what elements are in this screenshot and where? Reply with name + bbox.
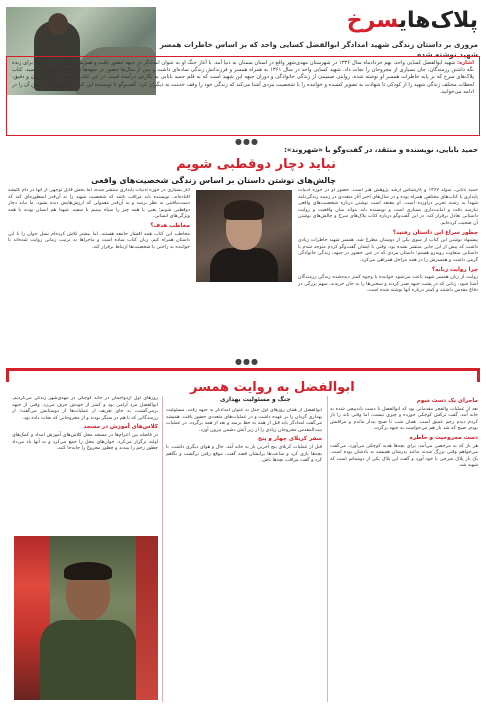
memoir-text-3: ابوالفضل از همان روزهای اول جنگ به عنوان امدادگر به جبهه رفت. مسئولیت بهداری گردان را بر عهده داشت و در عملیات‌های متعددی حضور یافت. همیشه می‌گفت امدادگر باید قبل از همه به خط برسد و بعد از همه برگردد. در عملیات بیت‌المقدس مجروحان زیادی را از زیر آتش دشمن بیرون آورد. xyxy=(166,408,322,433)
interview-question-2: چرا روایت زنانه؟ xyxy=(431,266,478,273)
author-photo-body xyxy=(210,248,278,282)
interview-subtitle: چالش‌های نوشتن داستان بر اساس زندگی شخصیت‌های واقعی xyxy=(91,176,336,185)
interview-title: نباید دچار دوقطبی شویم xyxy=(176,157,336,172)
memoir-heading-4: کلاس‌های آموزش در مسجد xyxy=(83,424,158,431)
section2-top-rule xyxy=(6,368,480,371)
memoir-text-5: روزهای اول ازدواجمان در خانه کوچکی در مهدی‌شهر زندگی می‌کردیم. ابوالفضل مرد آرامی بود و کمتر از خودش حرف می‌زد. وقتی از جبهه برمی‌گشت، به جای تعریف از عملیات‌ها از دوستانش می‌گفت؛ از رزمندگانی که با هم در سنگر بودند و از مجروحانی که نجات داده بود. xyxy=(12,396,158,421)
interview-column-left xyxy=(8,188,190,358)
interview-question-1: چطور سراغ این داستان رفتید؟ xyxy=(392,229,478,236)
section2-corner-left xyxy=(6,368,9,382)
header-photo-head xyxy=(48,13,68,35)
martyr-photo-hair xyxy=(64,562,112,580)
author-photo-hair xyxy=(224,200,264,220)
memoir-text-1: بعد از عملیات والفجر مقدماتی بود که ابوالفضل با دست باندپیچی شده به خانه آمد. گفت ترکش کوچکی خورده و چیزی نیست. اما وقتی باند را باز کردم دیدم زخم عمیق است. همان شب تا صبح بیدار ماندم و مراقبش بودم. صبح که شد باز هم می‌خواست به جبهه برگردد. xyxy=(330,406,478,432)
memoir-text-4: قبل از عملیات کربلای پنج آخرین بار به خانه آمد. حال و هوای دیگری داشت. با بچه‌ها بازی کرد و ساعت‌ها برایشان قصه گفت. موقع رفتن برگشت و نگاهم کرد و گفت مراقب بچه‌ها باش. xyxy=(166,444,322,464)
martyr-photo-flag-right xyxy=(136,536,158,700)
memoir-heading-3: سفر کربلای چهار و پنج xyxy=(258,436,322,443)
title-main: پلاک‌های xyxy=(398,8,478,33)
interview-column-right xyxy=(298,188,478,360)
memoir-column-3 xyxy=(12,396,158,532)
page-title xyxy=(347,8,478,33)
interview-question-3: مخاطب هدف؟ xyxy=(150,222,190,229)
separator-dots-2: ●●● xyxy=(235,357,259,366)
memoir-text-6: در فاصله بین اعزام‌ها در مسجد محل کلاس‌های آموزش امداد و کمک‌های اولیه برگزار می‌کرد. جوان‌های محل را جمع می‌کرد و به آنها یاد می‌داد چطور زخم را ببندند و چطور مجروح را جابه‌جا کنند. xyxy=(12,432,158,452)
memoir-column-1 xyxy=(330,396,478,702)
column-divider-2 xyxy=(162,396,163,702)
memoir-heading-1: ماجرای یک دست سوم xyxy=(416,398,478,404)
martyr-photo-body xyxy=(40,620,136,700)
separator-dots: ●●● xyxy=(235,137,259,146)
intro-text: شهید ابوالفضل کسایی واحد، نهم خردادماه سال ۱۳۳۶ در شهرستان مهدی‌شهر واقع در استان سمنان به دنیا آمد. با آغاز جنگ او به عنوان امدادگر در جبهه حضور یافت و همزمان با آن در کنار تلاش برای زنده نگه داشتن رزمندگان، جان بسیاری از مجروحان را نجات داد. شهید کسایی واحد در سال ۱۳۶۱ به همراه همسر و فرزندانش زندگی ساده‌ای داشت و پس از سال‌ها حضور در جبهه‌ها سرانجام به شهادت رسید. کتاب پلاک‌های سرخ که بر پایه خاطرات همسر او نوشته شده، روایتی صمیمی از زندگی خانوادگی و دوران جبهه این شهید است که به قلم حمید بابایی به نگارش درآمده است. در این کتاب نویسنده با نثری روان و دقیق، لحظات مختلف زندگی شهید را از کودکی تا شهادت به تصویر کشیده و خواننده را با شخصیت مردی آشنا می‌کند که زندگی خود را وقف خدمت به دیگران کرد. گفت‌وگو با نویسنده این کتاب و بخش‌هایی از متن آن را در ادامه می‌خوانید. xyxy=(12,60,475,95)
interview-answer-1: پیشنهاد نوشتن این کتاب از سوی یکی از دوستان مطرح شد. همسر شهید خاطرات زیادی داشت که پیش از این جایی منتشر نشده بود. وقتی با ایشان گفت‌وگو کردم متوجه شدم با داستانی متفاوت روبه‌رو هستم؛ داستان مردی که در عین حضور در جبهه، زندگی خانوادگی گرمی داشت و همسرش را در همه مراحل همراهی می‌کرد. xyxy=(298,238,478,263)
martyr-photo xyxy=(14,536,158,700)
intro-label: اشاره: xyxy=(457,60,474,66)
interview-answer-2: روایت از زبان همسر شهید باعث می‌شود خواننده با وجوه کمتر دیده‌شده زندگی رزمندگان آشنا شود. زنانی که در پشت جبهه صبر کردند و سختی‌ها را به جان خریدند، سهم بزرگی در دفاع مقدس داشتند و کمتر درباره آنها نوشته شده است. xyxy=(298,275,478,294)
memoir-heading-2: دست مجروحیت و خاطره xyxy=(409,434,478,441)
interview-answer-3: مخاطب این کتاب همه اقشار جامعه هستند، اما بیشتر تلاش کرده‌ام نسل جوان را با این داستان همراه کنم. زبان کتاب ساده است و ماجراها به ترتیب زمانی روایت شده‌اند تا خواننده به راحتی با شخصیت‌ها ارتباط برقرار کند. xyxy=(8,231,190,250)
memoir-text-2: هر بار که به مرخصی می‌آمد، برای بچه‌ها هدیه کوچکی می‌آورد. می‌گفت می‌خواهم وقتی بزرگ شدند بدانند پدرشان همیشه به یادشان بوده است. یک بار پلاک سرخی با خود آورد و گفت این پلاک یکی از دوستانم است که شهید شد. xyxy=(330,443,478,469)
author-photo xyxy=(196,190,292,282)
column-divider-1 xyxy=(327,396,328,702)
memoir-column-2 xyxy=(166,408,322,702)
interview-text-left: آثار بسیاری در حوزه ادبیات پایداری منتشر شده، اما بخش قابل توجهی از آنها در دام کلیشه افتاده‌اند. نویسنده باید مراقب باشد که شخصیت شهید را نه آن‌قدر اسطوره‌ای کند که دست‌نیافتنی به نظر برسد و نه آن‌قدر معمولی که ارزش‌هایش دیده نشود. ما نباید دچار دوقطبی شویم؛ یعنی یا همه چیز را سیاه ببینیم یا سفید. شهدا هم انسان بودند با همه ویژگی‌های انسانی. xyxy=(8,188,190,220)
title-red: سرخ xyxy=(346,8,399,33)
section2-title: ابوالفضل به روایت همسر xyxy=(190,380,355,395)
intro-box xyxy=(6,56,480,136)
interview-kicker: حمید بابایی، نویسنده و منتقد، در گفت‌وگو با «شهروند»: xyxy=(284,146,478,154)
section2-kicker: جنگ و مسئولیت بهداری xyxy=(220,396,291,403)
section2-corner-right xyxy=(477,368,480,382)
page-subtitle: مروری بر داستان زندگی شهید امدادگر ابوالفضل کسایی واحد که بر اساس خاطرات همسر شهید نوشته شده xyxy=(159,40,478,59)
interview-text-intro: حمید بابایی، متولد ۱۳۶۷ و کارشناس ارشد پژوهش هنر است. حضور او در حوزه ادبیات پایداری با کتاب‌های مختلفی همراه بوده و در سال‌های اخیر آثار متعددی در زمینه زندگی‌نامه شهدا به رشته تحریر درآورده است. او معتقد است نوشتن درباره شخصیت‌های واقعی نیازمند دقت و امانت‌داری بسیاری است و نویسنده باید بتواند میان واقعیت و روایت داستانی تعادل برقرار کند. در این گفت‌وگو درباره کتاب پلاک‌های سرخ و چالش‌های نوشتن آن صحبت کرده‌ایم. xyxy=(298,188,478,226)
